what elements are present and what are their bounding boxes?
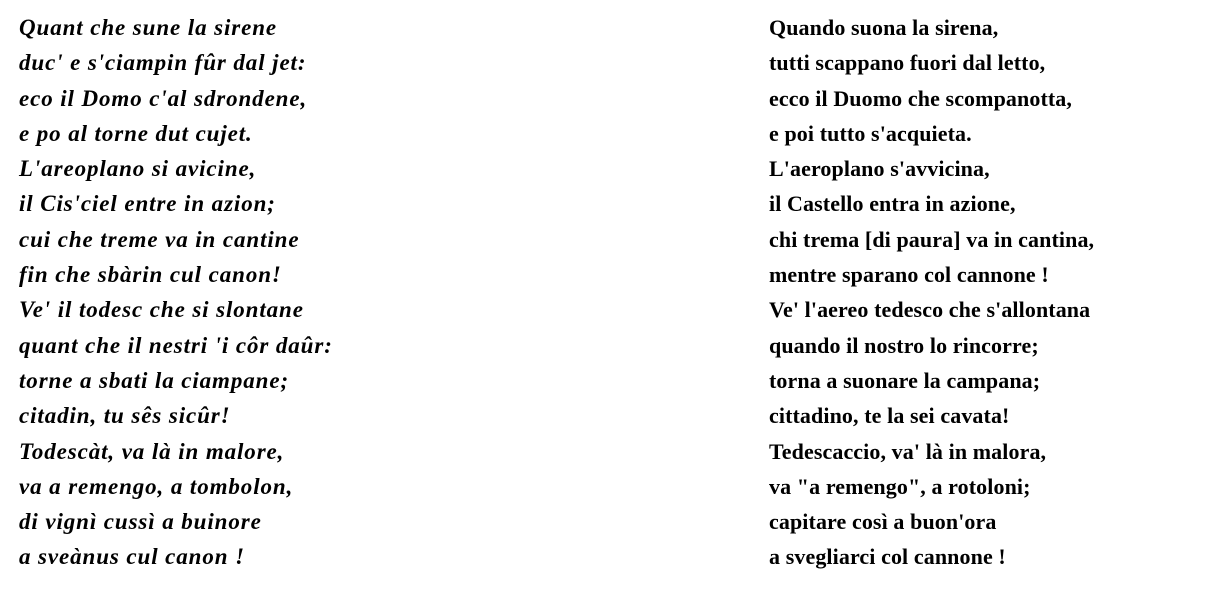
translation-line: chi trema [di paura] va in cantina, — [769, 226, 1095, 252]
poem-line: fin che sbàrin cul canon! — [19, 262, 282, 288]
translation-line: torna a suonare la campana; — [769, 367, 1041, 393]
translation-line: mentre sparano col cannone ! — [769, 262, 1049, 288]
poem-line: va a remengo, a tombolon, — [19, 473, 294, 499]
translation-line: cittadino, te la sei cavata! — [769, 403, 1010, 429]
translation-line: tutti scappano fuori dal letto, — [769, 50, 1046, 76]
translation-line: a svegliarci col cannone ! — [769, 544, 1006, 570]
poem-line: di vignì cussì a buinore — [19, 509, 262, 535]
poem-line: L'areoplano si avicine, — [19, 156, 257, 182]
translation-line: va "a remengo", a rotoloni; — [769, 473, 1031, 499]
translation-line: e poi tutto s'acquieta. — [769, 120, 972, 146]
translation-line: ecco il Duomo che scompanotta, — [769, 85, 1073, 111]
translation-line: il Castello entra in azione, — [769, 191, 1016, 217]
poem-line: torne a sbati la ciampane; — [19, 367, 290, 393]
translation-line: Quando suona la sirena, — [769, 15, 999, 40]
translation-line: L'aeroplano s'avvicina, — [769, 156, 990, 182]
poem-line: citadin, tu sês sicûr! — [19, 403, 231, 429]
translation-line: capitare così a buon'ora — [769, 509, 997, 535]
poem-line: quant che il nestri 'i côr daûr: — [19, 332, 333, 358]
translation-line: quando il nostro lo rincorre; — [769, 332, 1039, 358]
poem-line: duc' e s'ciampin fûr dal jet: — [19, 50, 307, 76]
poem-line: Todescàt, va là in malore, — [19, 438, 285, 464]
poem-line: il Cis'ciel entre in azion; — [19, 191, 276, 217]
poem-line: Ve' il todesc che si slontane — [19, 297, 304, 323]
translation-line: Tedescaccio, va' là in malora, — [769, 438, 1047, 464]
italian-translation-column — [769, 10, 1209, 575]
poem-line: a sveànus cul canon ! — [19, 544, 245, 570]
friulian-poem-column — [19, 10, 579, 575]
poem-line: Quant che sune la sirene — [19, 15, 278, 40]
poem-line: e po al torne dut cujet. — [19, 120, 253, 146]
poem-line: eco il Domo c'al sdrondene, — [19, 85, 308, 111]
poem-line: cui che treme va in cantine — [19, 226, 300, 252]
translation-line: Ve' l'aereo tedesco che s'allontana — [769, 297, 1091, 323]
